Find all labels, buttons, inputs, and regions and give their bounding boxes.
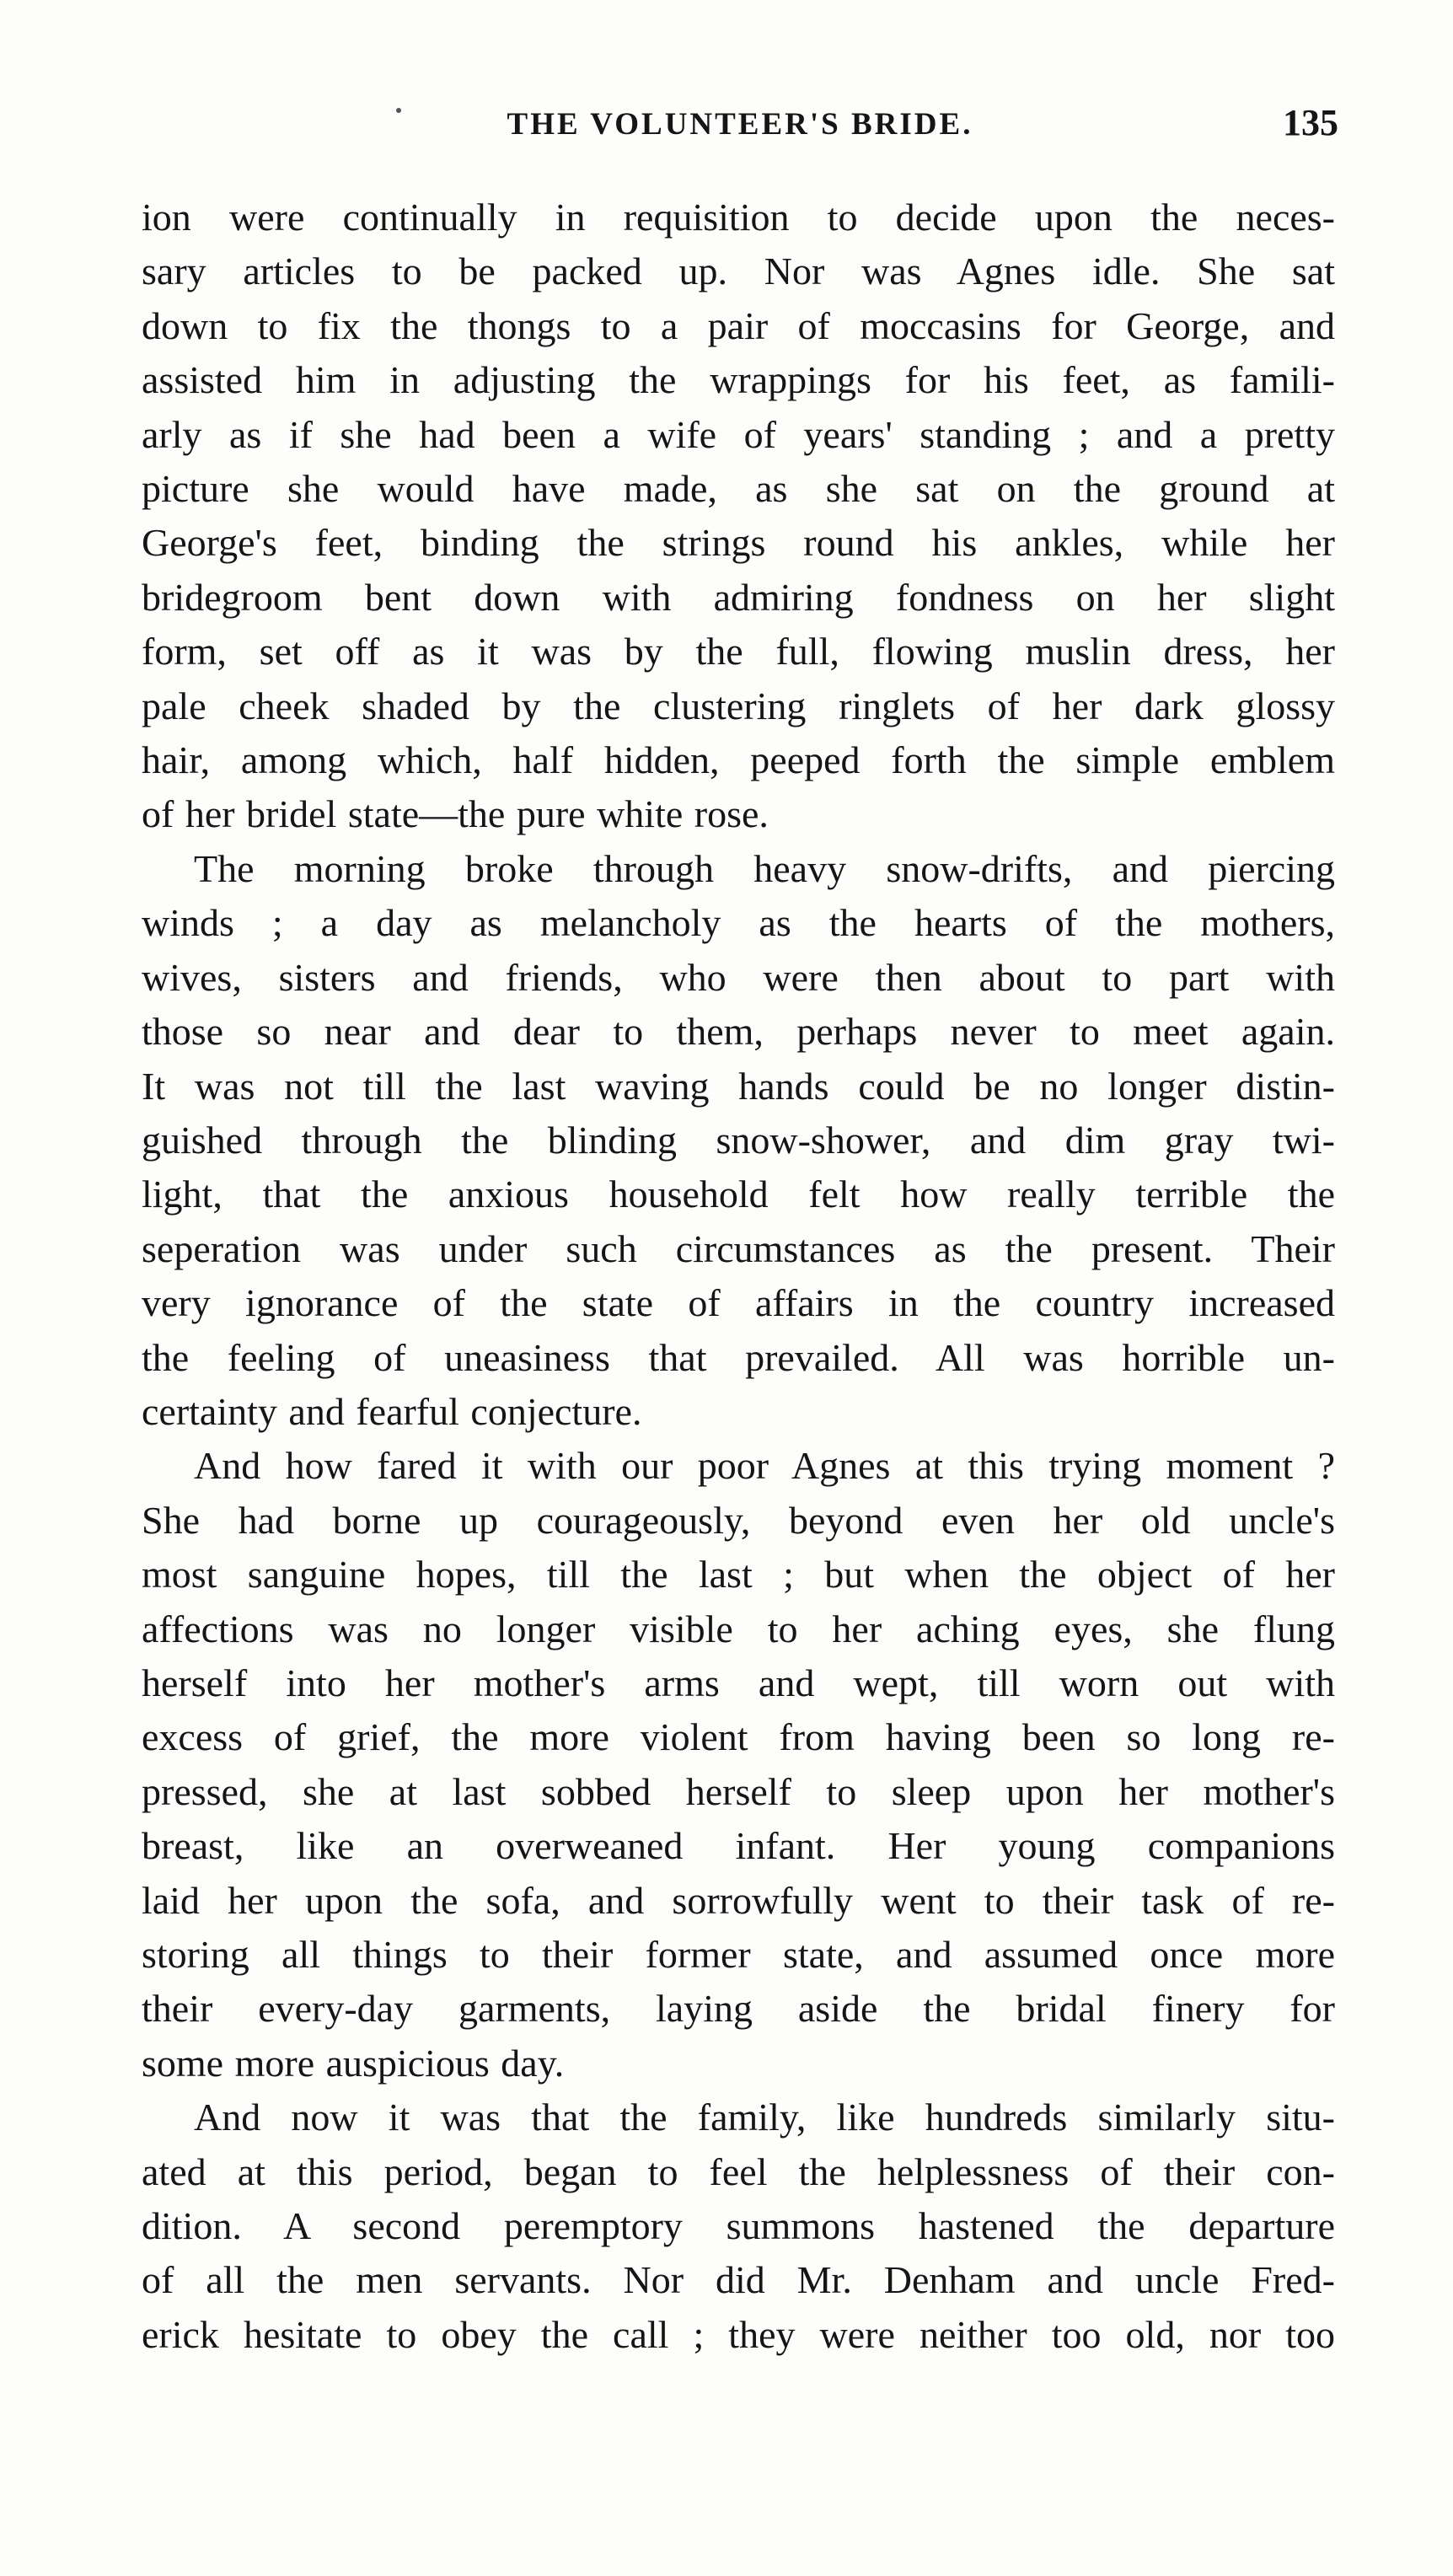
text-line: And how fared it with our poor Agnes at this trying moment ? xyxy=(194,1444,1335,1488)
text-line: seperation was under such circumstances as the present. Their xyxy=(142,1226,1335,1270)
text-line: ion were continually in requisition to decide upon the neces- xyxy=(142,196,1335,239)
text-line: arly as if she had been a wife of years' standing ; and a pretty xyxy=(142,412,1335,456)
text-line: affections was no longer visible to her aching eyes, she flung xyxy=(142,1607,1335,1650)
text-line: assisted him in adjusting the wrappings for his feet, as famili- xyxy=(142,358,1335,402)
text-line: laid her upon the sofa, and sorrowfully went to their task of re- xyxy=(142,1878,1335,1922)
print-speck xyxy=(396,108,401,113)
text-line: The morning broke through heavy snow-drifts, and piercing xyxy=(194,846,1335,890)
text-line: of her bridel state—the pure white rose. xyxy=(142,792,769,836)
text-line: guished through the blinding snow-shower, and dim gray twi- xyxy=(142,1118,1335,1162)
text-line: down to fix the thongs to a pair of moccasins for George, and xyxy=(142,303,1335,347)
body-text xyxy=(142,191,1335,2362)
text-line: the feeling of uneasiness that prevailed. All was horrible un- xyxy=(142,1335,1335,1379)
text-line: pale cheek shaded by the clustering ringlets of her dark glossy xyxy=(142,684,1335,727)
text-line: It was not till the last waving hands could be no longer distin- xyxy=(142,1064,1335,1108)
text-line: their every-day garments, laying aside the bridal finery for xyxy=(142,1987,1335,2031)
text-line: herself into her mother's arms and wept, till worn out with xyxy=(142,1661,1335,1704)
running-title: THE VOLUNTEER'S BRIDE. xyxy=(507,107,973,142)
text-line: pressed, she at last sobbed herself to sleep upon her mother's xyxy=(142,1769,1335,1813)
text-line: most sanguine hopes, till the last ; but when the object of her xyxy=(142,1553,1335,1597)
paragraph-1 xyxy=(142,191,1335,842)
text-line: winds ; a day as melancholy as the hearts of the mothers, xyxy=(142,901,1335,945)
text-line: form, set off as it was by the full, flowing muslin dress, her xyxy=(142,630,1335,674)
text-line: hair, among which, half hidden, peeped forth the simple emblem xyxy=(142,738,1335,782)
text-line: of all the men servants. Nor did Mr. Denham and uncle Fred- xyxy=(142,2258,1335,2302)
paragraph-3 xyxy=(142,1439,1335,2090)
text-line: ated at this period, began to feel the helplessness of their con- xyxy=(142,2149,1335,2193)
running-head xyxy=(142,94,1338,153)
text-line: erick hesitate to obey the call ; they were neither too old, nor too xyxy=(142,2312,1335,2356)
text-line: She had borne up courageously, beyond even her old uncle's xyxy=(142,1498,1335,1542)
text-line: certainty and fearful conjecture. xyxy=(142,1389,642,1433)
text-line: picture she would have made, as she sat on the ground at xyxy=(142,467,1335,511)
text-line: storing all things to their former state, and assumed once more xyxy=(142,1933,1335,1976)
text-line: those so near and dear to them, perhaps never to meet again. xyxy=(142,1010,1335,1054)
paragraph-2 xyxy=(142,842,1335,1439)
text-line: dition. A second peremptory summons hastened the departure xyxy=(142,2204,1335,2248)
text-line: wives, sisters and friends, who were then about to part with xyxy=(142,955,1335,999)
text-line: sary articles to be packed up. Nor was Agnes idle. She sat xyxy=(142,250,1335,293)
text-line: excess of grief, the more violent from having been so long re- xyxy=(142,1715,1335,1759)
text-line: very ignorance of the state of affairs in the country increased xyxy=(142,1281,1335,1325)
text-line: light, that the anxious household felt how really terrible the xyxy=(142,1173,1335,1216)
paragraph-4 xyxy=(142,2090,1335,2362)
page-number: 135 xyxy=(1283,102,1338,143)
text-line: And now it was that the family, like hundreds similarly situ- xyxy=(194,2096,1335,2139)
text-line: some more auspicious day. xyxy=(142,2041,565,2085)
text-line: George's feet, binding the strings round his ankles, while her xyxy=(142,521,1335,565)
text-line: bridegroom bent down with admiring fondness on her slight xyxy=(142,575,1335,619)
text-line: breast, like an overweaned infant. Her young companions xyxy=(142,1824,1335,1868)
